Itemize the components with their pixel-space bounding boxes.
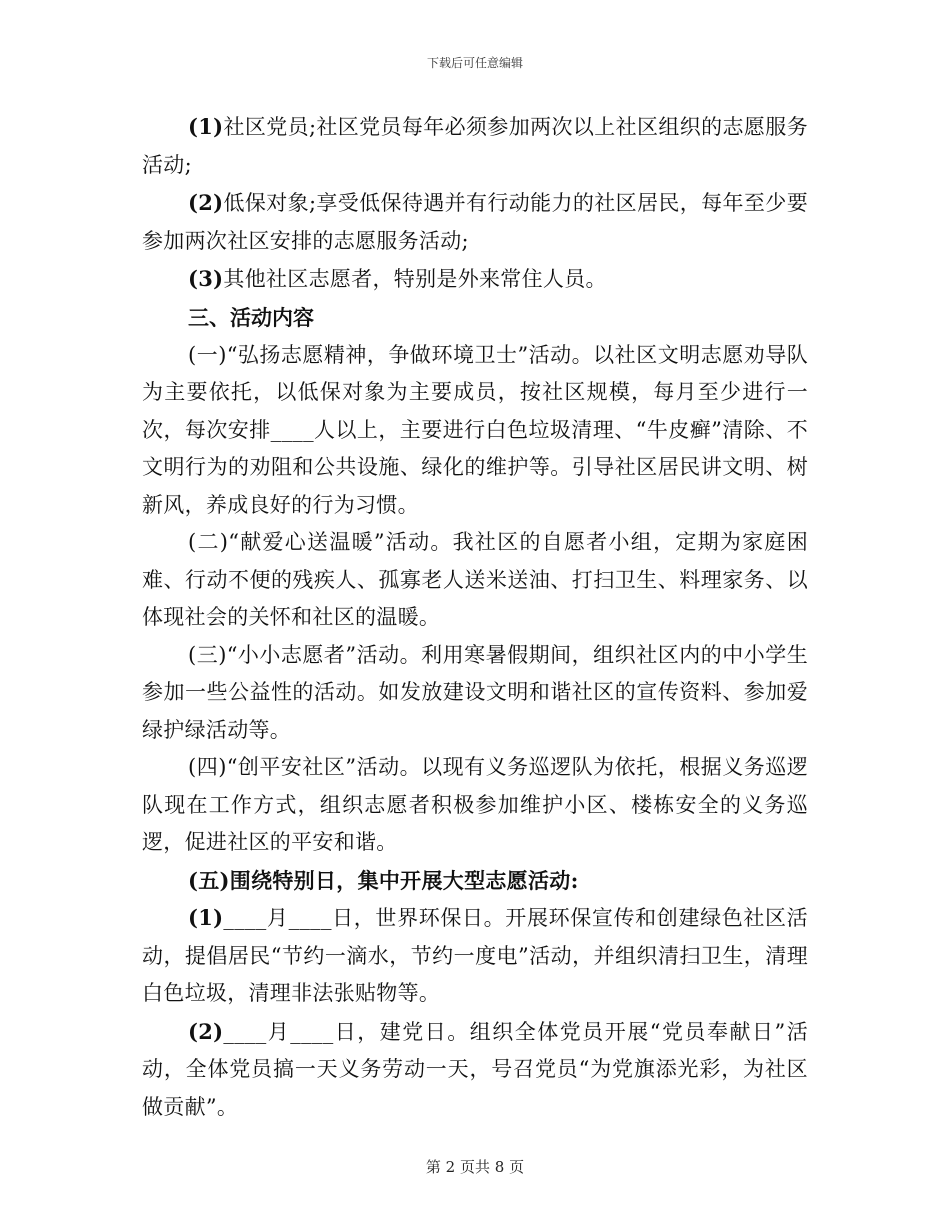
paragraph-7: (四)“创平安社区”活动。以现有义务巡逻队为依托，根据义务巡逻队现在工作方式，组织志愿者积极参加维护小区、楼栋安全的义务巡逻，促进社区的平安和谐。 bbox=[142, 755, 808, 854]
paragraph-1 bbox=[142, 108, 808, 184]
paragraph-marker: (2) bbox=[188, 1018, 224, 1044]
paragraph-text: 低保对象;享受低保待遇并有行动能力的社区居民，每年至少要参加两次社区安排的志愿服务活动; bbox=[142, 191, 808, 253]
paragraph-3 bbox=[142, 260, 808, 299]
paragraph-text: 其他社区志愿者，特别是外来常住人员。 bbox=[223, 267, 607, 291]
paragraph-10 bbox=[142, 1013, 808, 1127]
paragraph-text: 社区党员;社区党员每年必须参加两次以上社区组织的志愿服务活动; bbox=[142, 115, 808, 177]
paragraph-5: (二)“献爱心送温暖”活动。我社区的自愿者小组，定期为家庭困难、行动不便的残疾人、孤寡老人送米送油、打扫卫生、料理家务、以体现社会的关怀和社区的温暖。 bbox=[142, 530, 808, 629]
paragraph-marker: (1) bbox=[188, 114, 224, 139]
paragraph-marker: (3) bbox=[188, 266, 224, 291]
paragraph-text: 围绕特别日，集中开展大型志愿活动: bbox=[229, 867, 579, 893]
paragraph-marker: (1) bbox=[188, 905, 224, 930]
page-footer: 第 2 页共 8 页 bbox=[425, 1158, 525, 1176]
section-heading: 三、活动内容 bbox=[188, 304, 314, 330]
page-header: 下载后可任意编辑 bbox=[426, 56, 523, 70]
paragraph-9 bbox=[142, 899, 808, 1013]
paragraph-4: (一)“弘扬志愿精神，争做环境卫士”活动。以社区文明志愿劝导队为主要依托，以低保对象为主要成员，按社区规模，每月至少进行一次，每次安排____人以上，主要进行白色垃圾清理、“牛皮癣”清除、不文明行为的劝阻和公共设施、绿化的维护等。引导社区居民讲文明、树新风，养成良好的行为习惯。 bbox=[142, 342, 808, 517]
paragraph-text: ____月____日，世界环保日。开展环保宣传和创建绿色社区活动，提倡居民“节约一滴水，节约一度电”活动，并组织清扫卫生，清理白色垃圾，清理非法张贴物等。 bbox=[142, 906, 808, 1005]
document-body bbox=[142, 108, 808, 1126]
paragraph-6: (三)“小小志愿者”活动。利用寒暑假期间，组织社区内的中小学生参加一些公益性的活动。如发放建设文明和谐社区的宣传资料、参加爱绿护绿活动等。 bbox=[142, 642, 808, 742]
paragraph-8 bbox=[142, 862, 808, 900]
paragraph-2 bbox=[142, 184, 808, 260]
paragraph-text: ____月____日，建党日。组织全体党员开展“党员奉献日”活动，全体党员搞一天义务劳动一天，号召党员“为党旗添光彩，为社区做贡献”。 bbox=[142, 1019, 808, 1119]
paragraph-marker: (五) bbox=[188, 867, 230, 893]
paragraph-marker: (2) bbox=[188, 190, 224, 215]
